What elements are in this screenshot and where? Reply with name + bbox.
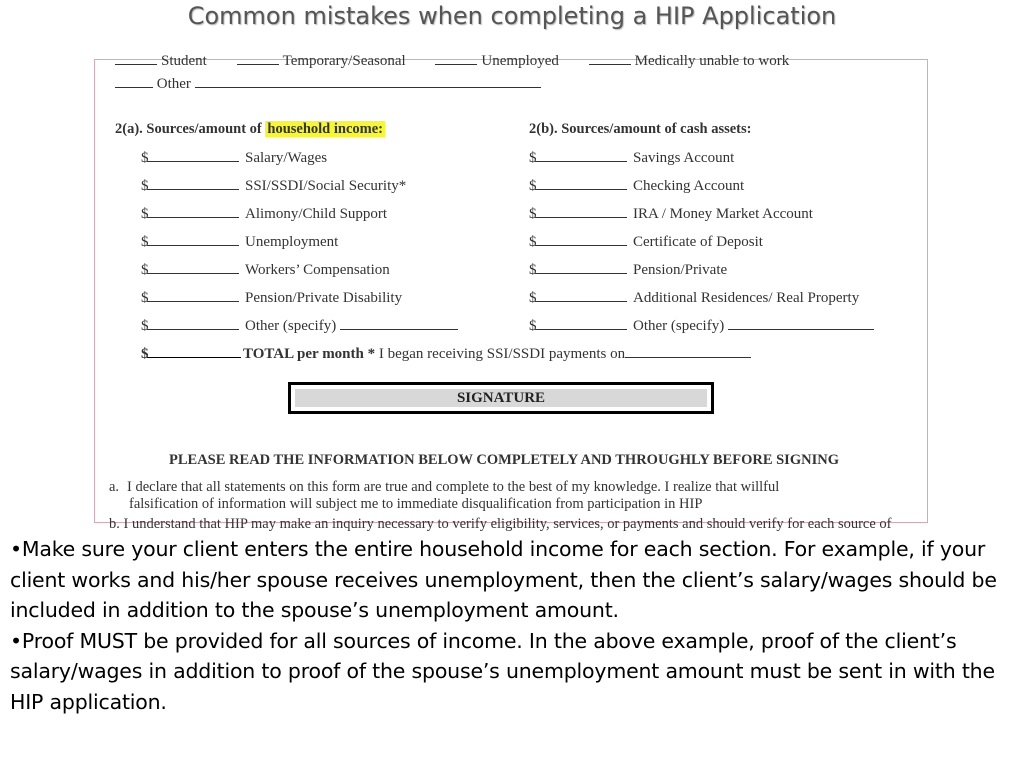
- income-item-row: $ Other (specify): [141, 317, 458, 345]
- other-label: Other: [156, 76, 191, 92]
- slide-title: Common mistakes when completing a HIP Application: [187, 2, 837, 30]
- income-item-label: Salary/Wages: [245, 150, 328, 166]
- amount-blank: [535, 261, 627, 274]
- asset-item-row: $ Other (specify): [529, 317, 874, 345]
- signature-box: [288, 382, 714, 414]
- signature-label: SIGNATURE: [295, 389, 707, 407]
- amount-blank: [147, 177, 239, 190]
- amount-blank: [147, 149, 239, 162]
- ssi-note: I began receiving SSI/SSDI payments on: [375, 346, 626, 362]
- income-heading: 2(a). Sources/amount of household income:: [115, 121, 383, 137]
- income-item-label: Pension/Private Disability: [245, 290, 403, 306]
- amount-blank: [147, 289, 239, 302]
- income-item-label: Workers’ Compensation: [245, 262, 390, 278]
- income-item-row: $ Salary/Wages: [141, 150, 328, 166]
- asset-item-row: $ Certificate of Deposit: [529, 234, 763, 250]
- amount-blank: [147, 317, 239, 330]
- notes-text: [10, 534, 1014, 717]
- amount-blank: [147, 233, 239, 246]
- amount-blank: [535, 317, 627, 330]
- read-instructions-heading: PLEASE READ THE INFORMATION BELOW COMPLETELY AND THROUGHLY BEFORE SIGNING: [169, 452, 839, 468]
- income-item-row: $ Pension/Private Disability: [141, 290, 403, 306]
- asset-item-label: Additional Residences/ Real Property: [633, 290, 860, 306]
- asset-item-row: $ Savings Account: [529, 150, 735, 166]
- status-medically-unable: Medically unable to work: [634, 53, 790, 69]
- income-item-row: $ SSI/SSDI/Social Security*: [141, 178, 407, 194]
- declaration-a: a. I declare that all statements on this form are true and complete to the best of my knowledge. I realize that willful falsification of information will subject me to immediate disqualification from participation in HIP: [109, 479, 780, 512]
- assets-list: [529, 149, 874, 345]
- asset-item-row: $ Checking Account: [529, 178, 745, 194]
- declaration-b-cut: b. I understand that HIP may make an inquiry necessary to verify eligibility, services, or payments and should verify for each source of: [109, 516, 892, 532]
- asset-item-row: $ IRA / Money Market Account: [529, 206, 813, 222]
- asset-item-row: $ Pension/Private: [529, 262, 728, 278]
- status-unemployed: Unemployed: [481, 53, 559, 69]
- status-student: Student: [161, 53, 207, 69]
- income-item-row: $ Workers’ Compensation: [141, 262, 390, 278]
- amount-blank: [535, 289, 627, 302]
- amount-blank: [535, 205, 627, 218]
- amount-blank: [147, 261, 239, 274]
- asset-item-label: Pension/Private: [633, 262, 728, 278]
- amount-blank: [147, 205, 239, 218]
- amount-blank: [535, 233, 627, 246]
- total-row: $ TOTAL per month * I began receiving SSI/SSDI payments on: [141, 345, 751, 363]
- asset-item-label: IRA / Money Market Account: [633, 206, 813, 222]
- asset-item-label: Checking Account: [633, 178, 745, 194]
- other-status-row: [115, 75, 541, 93]
- asset-item-label: Certificate of Deposit: [633, 234, 763, 250]
- asset-item-row: $ Additional Residences/ Real Property: [529, 290, 860, 306]
- income-item-row: $ Unemployment: [141, 234, 339, 250]
- assets-heading: 2(b). Sources/amount of cash assets:: [529, 121, 752, 137]
- income-item-label: Unemployment: [245, 234, 339, 250]
- household-income-highlight: household income:: [267, 121, 383, 137]
- amount-blank: [535, 177, 627, 190]
- asset-item-label: Other (specify): [633, 318, 725, 334]
- income-item-label: SSI/SSDI/Social Security*: [245, 178, 407, 194]
- income-list: [141, 149, 458, 345]
- form-excerpt-image: [94, 53, 928, 532]
- employment-status-row: [115, 52, 895, 68]
- amount-blank: [535, 149, 627, 162]
- income-item-row: $ Alimony/Child Support: [141, 206, 388, 222]
- status-temporary: Temporary/Seasonal: [282, 53, 406, 69]
- income-item-label: Other (specify): [245, 318, 337, 334]
- note-bullet-2: •Proof MUST be provided for all sources of income. In the above example, proof of the client’s salary/wages in addition to proof of the spouse’s unemployment amount must be sent in with the HIP application.: [10, 628, 995, 714]
- asset-item-label: Savings Account: [633, 150, 735, 166]
- total-label: TOTAL per month *: [243, 346, 376, 362]
- note-bullet-1: •Make sure your client enters the entire household income for each section. For example, if your client works and his/her spouse receives unemployment, then the client’s salary/wages should be included in addition to the spouse’s unemployment amount.: [10, 537, 997, 622]
- income-item-label: Alimony/Child Support: [245, 206, 388, 222]
